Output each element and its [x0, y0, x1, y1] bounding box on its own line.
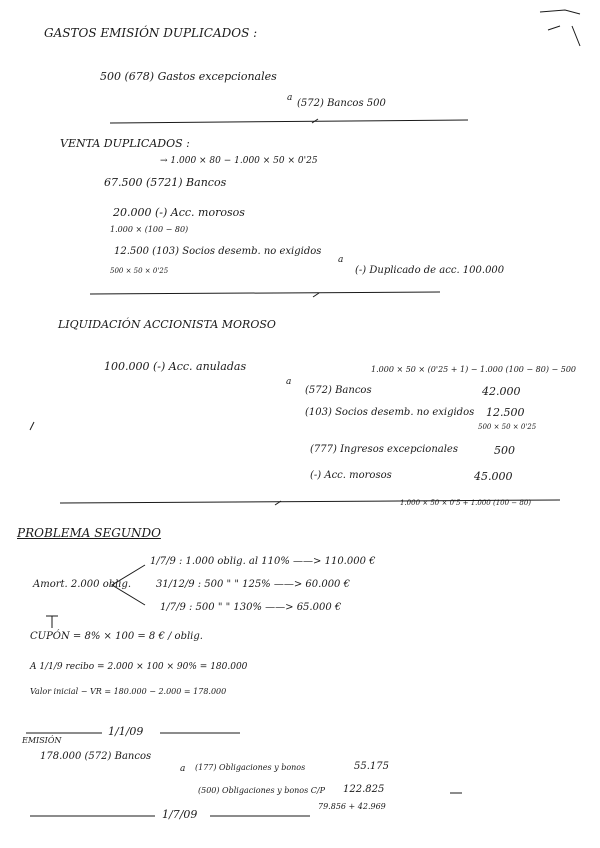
corner-scribble: [540, 10, 580, 46]
emision-credit-2-value: 122.825: [343, 784, 385, 795]
separator-2-mark: [313, 293, 319, 297]
section-3-credit-2-value: 12.500: [486, 406, 525, 419]
cupon-line: CUPÓN = 8% × 100 = 8 € / oblig.: [30, 631, 203, 642]
separator-1-mark: [312, 119, 318, 123]
emision-credit-2-label: (500) Obligaciones y bonos C/P: [198, 786, 325, 795]
section-3-credit-2-note: 500 × 50 × 0'25: [478, 423, 537, 431]
section-1-credit-marker: a: [287, 93, 293, 103]
problema-title: PROBLEMA SEGUNDO: [17, 526, 161, 540]
section-2-line-3-note: 500 × 50 × 0'25: [110, 267, 169, 275]
emision-debit: 178.000 (572) Bancos: [40, 751, 152, 762]
separator-1: [110, 120, 468, 123]
separator-3-mark: [275, 501, 281, 505]
section-1-debit: 500 (678) Gastos excepcionales: [100, 70, 277, 83]
section-3-debit: 100.000 (-) Acc. anuladas: [104, 360, 247, 373]
section-3-credit-marker: a: [286, 377, 292, 387]
separator-2: [90, 292, 440, 294]
emision-sum-note: 79.856 + 42.969: [318, 802, 386, 811]
initial-value-line: Valor inicial − VR = 180.000 − 2.000 = 178.000: [30, 687, 227, 696]
section-1-title: GASTOS EMISIÓN DUPLICADOS :: [44, 26, 258, 40]
section-2-title: VENTA DUPLICADOS :: [60, 137, 190, 150]
emision-date-2: 1/7/09: [162, 808, 198, 821]
amortization-row-1: 1/7/9 : 1.000 oblig. al 110% ——> 110.000 €: [150, 556, 376, 567]
emision-credit-1-label: (177) Obligaciones y bonos: [195, 763, 306, 772]
emision-label: EMISIÓN: [22, 736, 62, 745]
emision-credit-marker: a: [180, 764, 186, 774]
amortization-row-3: 1/7/9 : 500 " " 130% ——> 65.000 €: [160, 602, 342, 613]
section-3-credit-4-label: (-) Acc. morosos: [310, 470, 392, 481]
section-2-line-3: 12.500 (103) Socios desemb. no exigidos: [114, 246, 322, 257]
section-3-credit-4-note: 1.000 × 50 × 0'5 + 1.000 (100 − 80): [400, 499, 532, 507]
issue-receipt-line: A 1/1/9 recibo = 2.000 × 100 × 90% = 180.000: [30, 662, 248, 672]
section-2-calc-note: → 1.000 × 80 − 1.000 × 50 × 0'25: [160, 156, 318, 166]
section-2-credit-marker: a: [338, 255, 344, 265]
amortization-label: Amort. 2.000 oblig.: [33, 579, 132, 590]
section-3-calc-note: 1.000 × 50 × (0'25 + 1) − 1.000 (100 − 80) − 500: [371, 365, 577, 374]
section-3-credit-4-value: 45.000: [474, 470, 513, 483]
cupon-arrow: [46, 616, 58, 628]
section-1-credit: (572) Bancos 500: [297, 98, 386, 109]
section-2-credit: (-) Duplicado de acc. 100.000: [355, 265, 505, 276]
section-2-line-2: 20.000 (-) Acc. morosos: [113, 206, 245, 219]
section-2-line-1: 67.500 (5721) Bancos: [104, 176, 227, 189]
section-3-credit-1-label: (572) Bancos: [305, 385, 372, 396]
section-2-line-2-note: 1.000 × (100 − 80): [110, 225, 189, 234]
emision-credit-1-value: 55.175: [354, 761, 389, 772]
section-3-credit-3-label: (777) Ingresos excepcionales: [310, 444, 458, 455]
section-3-credit-1-value: 42.000: [482, 385, 521, 398]
section-3-credit-2-label: (103) Socios desemb. no exigidos: [305, 407, 475, 418]
margin-tick: [30, 422, 34, 430]
amortization-row-2: 31/12/9 : 500 " " 125% ——> 60.000 €: [156, 579, 350, 590]
section-3-credit-3-value: 500: [494, 444, 515, 457]
section-3-title: LIQUIDACIÓN ACCIONISTA MOROSO: [58, 318, 276, 331]
emision-date-1: 1/1/09: [108, 725, 144, 738]
